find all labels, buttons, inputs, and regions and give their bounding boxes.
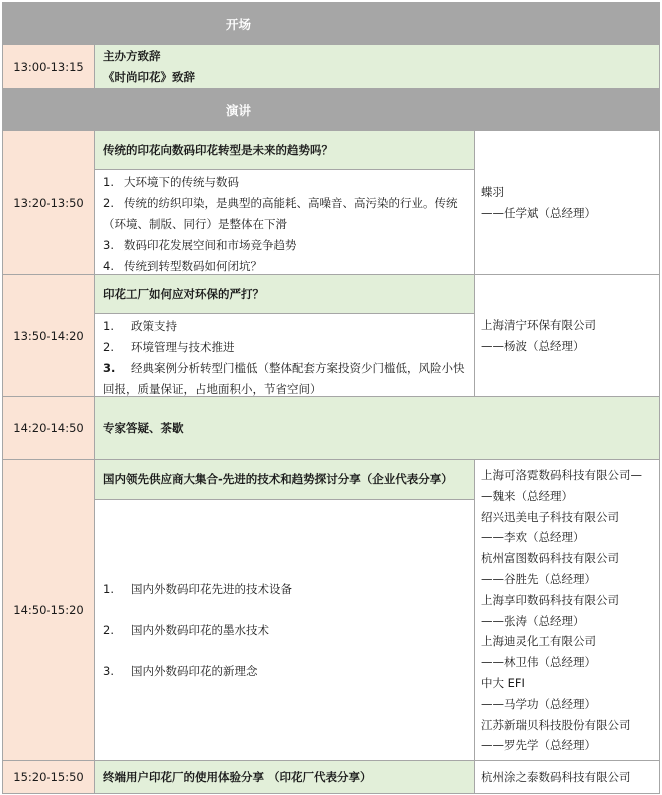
list-gap bbox=[103, 641, 466, 661]
speaker-name: ——杨波（总经理） bbox=[481, 338, 585, 353]
speaker-cell bbox=[474, 130, 660, 275]
list-item: 2. 环境管理与技术推进 bbox=[103, 340, 235, 354]
speaker-org: 江苏新瑞贝科技股份有限公司 bbox=[481, 717, 631, 732]
topic-title: 印花工厂如何应对环保的严打？ bbox=[103, 286, 264, 301]
list-item: 2. 国内外数码印花的墨水技术 bbox=[103, 622, 269, 637]
talk-topic bbox=[94, 130, 475, 170]
time-cell bbox=[2, 760, 95, 794]
section-title: 演讲 bbox=[225, 102, 251, 118]
talk-points bbox=[94, 499, 475, 761]
time-cell bbox=[2, 274, 95, 397]
speaker-org: 杭州涂之泰数码科技有限公司 bbox=[481, 769, 631, 784]
speaker-cell bbox=[474, 459, 660, 761]
talk-points bbox=[94, 169, 475, 275]
section-header-blank bbox=[474, 2, 660, 45]
speaker-name: ——李欢（总经理） bbox=[481, 530, 585, 545]
talk-topic bbox=[94, 459, 475, 500]
list-item: 3. 国内外数码印花的新理念 bbox=[103, 663, 258, 678]
list-item: 1. 大环境下的传统与数码 bbox=[103, 175, 239, 189]
talk-topic bbox=[94, 760, 475, 794]
list-item: 1. 政策支持 bbox=[103, 319, 177, 333]
time-label: 13:50-14:20 bbox=[13, 328, 84, 343]
time-label: 13:00-13:15 bbox=[13, 59, 84, 74]
section-title: 开场 bbox=[225, 16, 251, 32]
opening-topic bbox=[94, 44, 660, 89]
time-cell bbox=[2, 44, 95, 89]
speaker-name: ——林卫伟（总经理） bbox=[481, 655, 596, 670]
topic-title: 专家答疑、茶歇 bbox=[103, 420, 184, 435]
speaker-org: 绍兴迅美电子科技有限公司 bbox=[481, 509, 619, 524]
speaker-org: 杭州富图数码科技有限公司 bbox=[481, 551, 619, 566]
speaker-name: —魏来（总经理） bbox=[481, 488, 573, 503]
time-label: 13:20-13:50 bbox=[13, 195, 84, 210]
list-item: 4. 传统到转型数码如何闭坑？ bbox=[103, 259, 262, 273]
section-header-opening bbox=[2, 2, 475, 45]
list-gap bbox=[103, 600, 466, 620]
list-item: 3. 经典案例分析转型门槛低（整体配套方案投资少门槛低，风险小快回报，质量保证，占地面积小，节省空间） bbox=[103, 361, 465, 396]
break-topic bbox=[94, 396, 660, 460]
speaker-cell bbox=[474, 274, 660, 397]
speaker-org: 上海清宁环保有限公司 bbox=[481, 317, 596, 332]
time-label: 14:20-14:50 bbox=[13, 421, 84, 435]
section-header-talks bbox=[2, 88, 475, 131]
time-cell bbox=[2, 396, 95, 460]
list-item: 3. 数码印花发展空间和市场竞争趋势 bbox=[103, 238, 297, 252]
speaker-org: 上海迪灵化工有限公司 bbox=[481, 634, 596, 649]
speaker-org: 蝶羽 bbox=[481, 184, 504, 199]
speaker-org: 上海可洛霓数码科技有限公司— bbox=[481, 468, 642, 482]
speaker-cell bbox=[474, 760, 660, 794]
speaker-org: 中大 EFI bbox=[481, 675, 525, 690]
list-item: 2. 传统的纺织印染，是典型的高能耗、高噪音、高污染的行业。传统（环境、制版、同行）是整体在下滑 bbox=[103, 196, 458, 231]
section-header-blank bbox=[474, 88, 660, 131]
time-cell bbox=[2, 130, 95, 275]
speaker-name: ——马学功（总经理） bbox=[481, 696, 596, 711]
time-label: 14:50-15:20 bbox=[13, 603, 84, 617]
speaker-name: ——罗先学（总经理） bbox=[481, 738, 596, 753]
topic-title: 传统的印花向数码印花转型是未来的趋势吗？ bbox=[103, 142, 333, 157]
opening-line: 主办方致辞 bbox=[103, 48, 161, 63]
speaker-org: 上海享印数码科技有限公司 bbox=[481, 592, 619, 607]
talk-topic bbox=[94, 274, 475, 314]
time-label: 15:20-15:50 bbox=[13, 770, 84, 784]
speaker-name: ——任学斌（总经理） bbox=[481, 205, 596, 220]
speaker-name: ——谷胜先（总经理） bbox=[481, 571, 596, 586]
list-item: 1. 国内外数码印花先进的技术设备 bbox=[103, 581, 292, 596]
speaker-name: ——张涛（总经理） bbox=[481, 613, 585, 628]
opening-line: 《时尚印花》致辞 bbox=[103, 69, 195, 84]
topic-title: 终端用户印花厂的使用体验分享 （印花厂代表分享） bbox=[103, 769, 372, 784]
time-cell bbox=[2, 459, 95, 761]
talk-points bbox=[94, 313, 475, 397]
topic-title: 国内领先供应商大集合-先进的技术和趋势探讨分享（企业代表分享） bbox=[103, 472, 453, 486]
